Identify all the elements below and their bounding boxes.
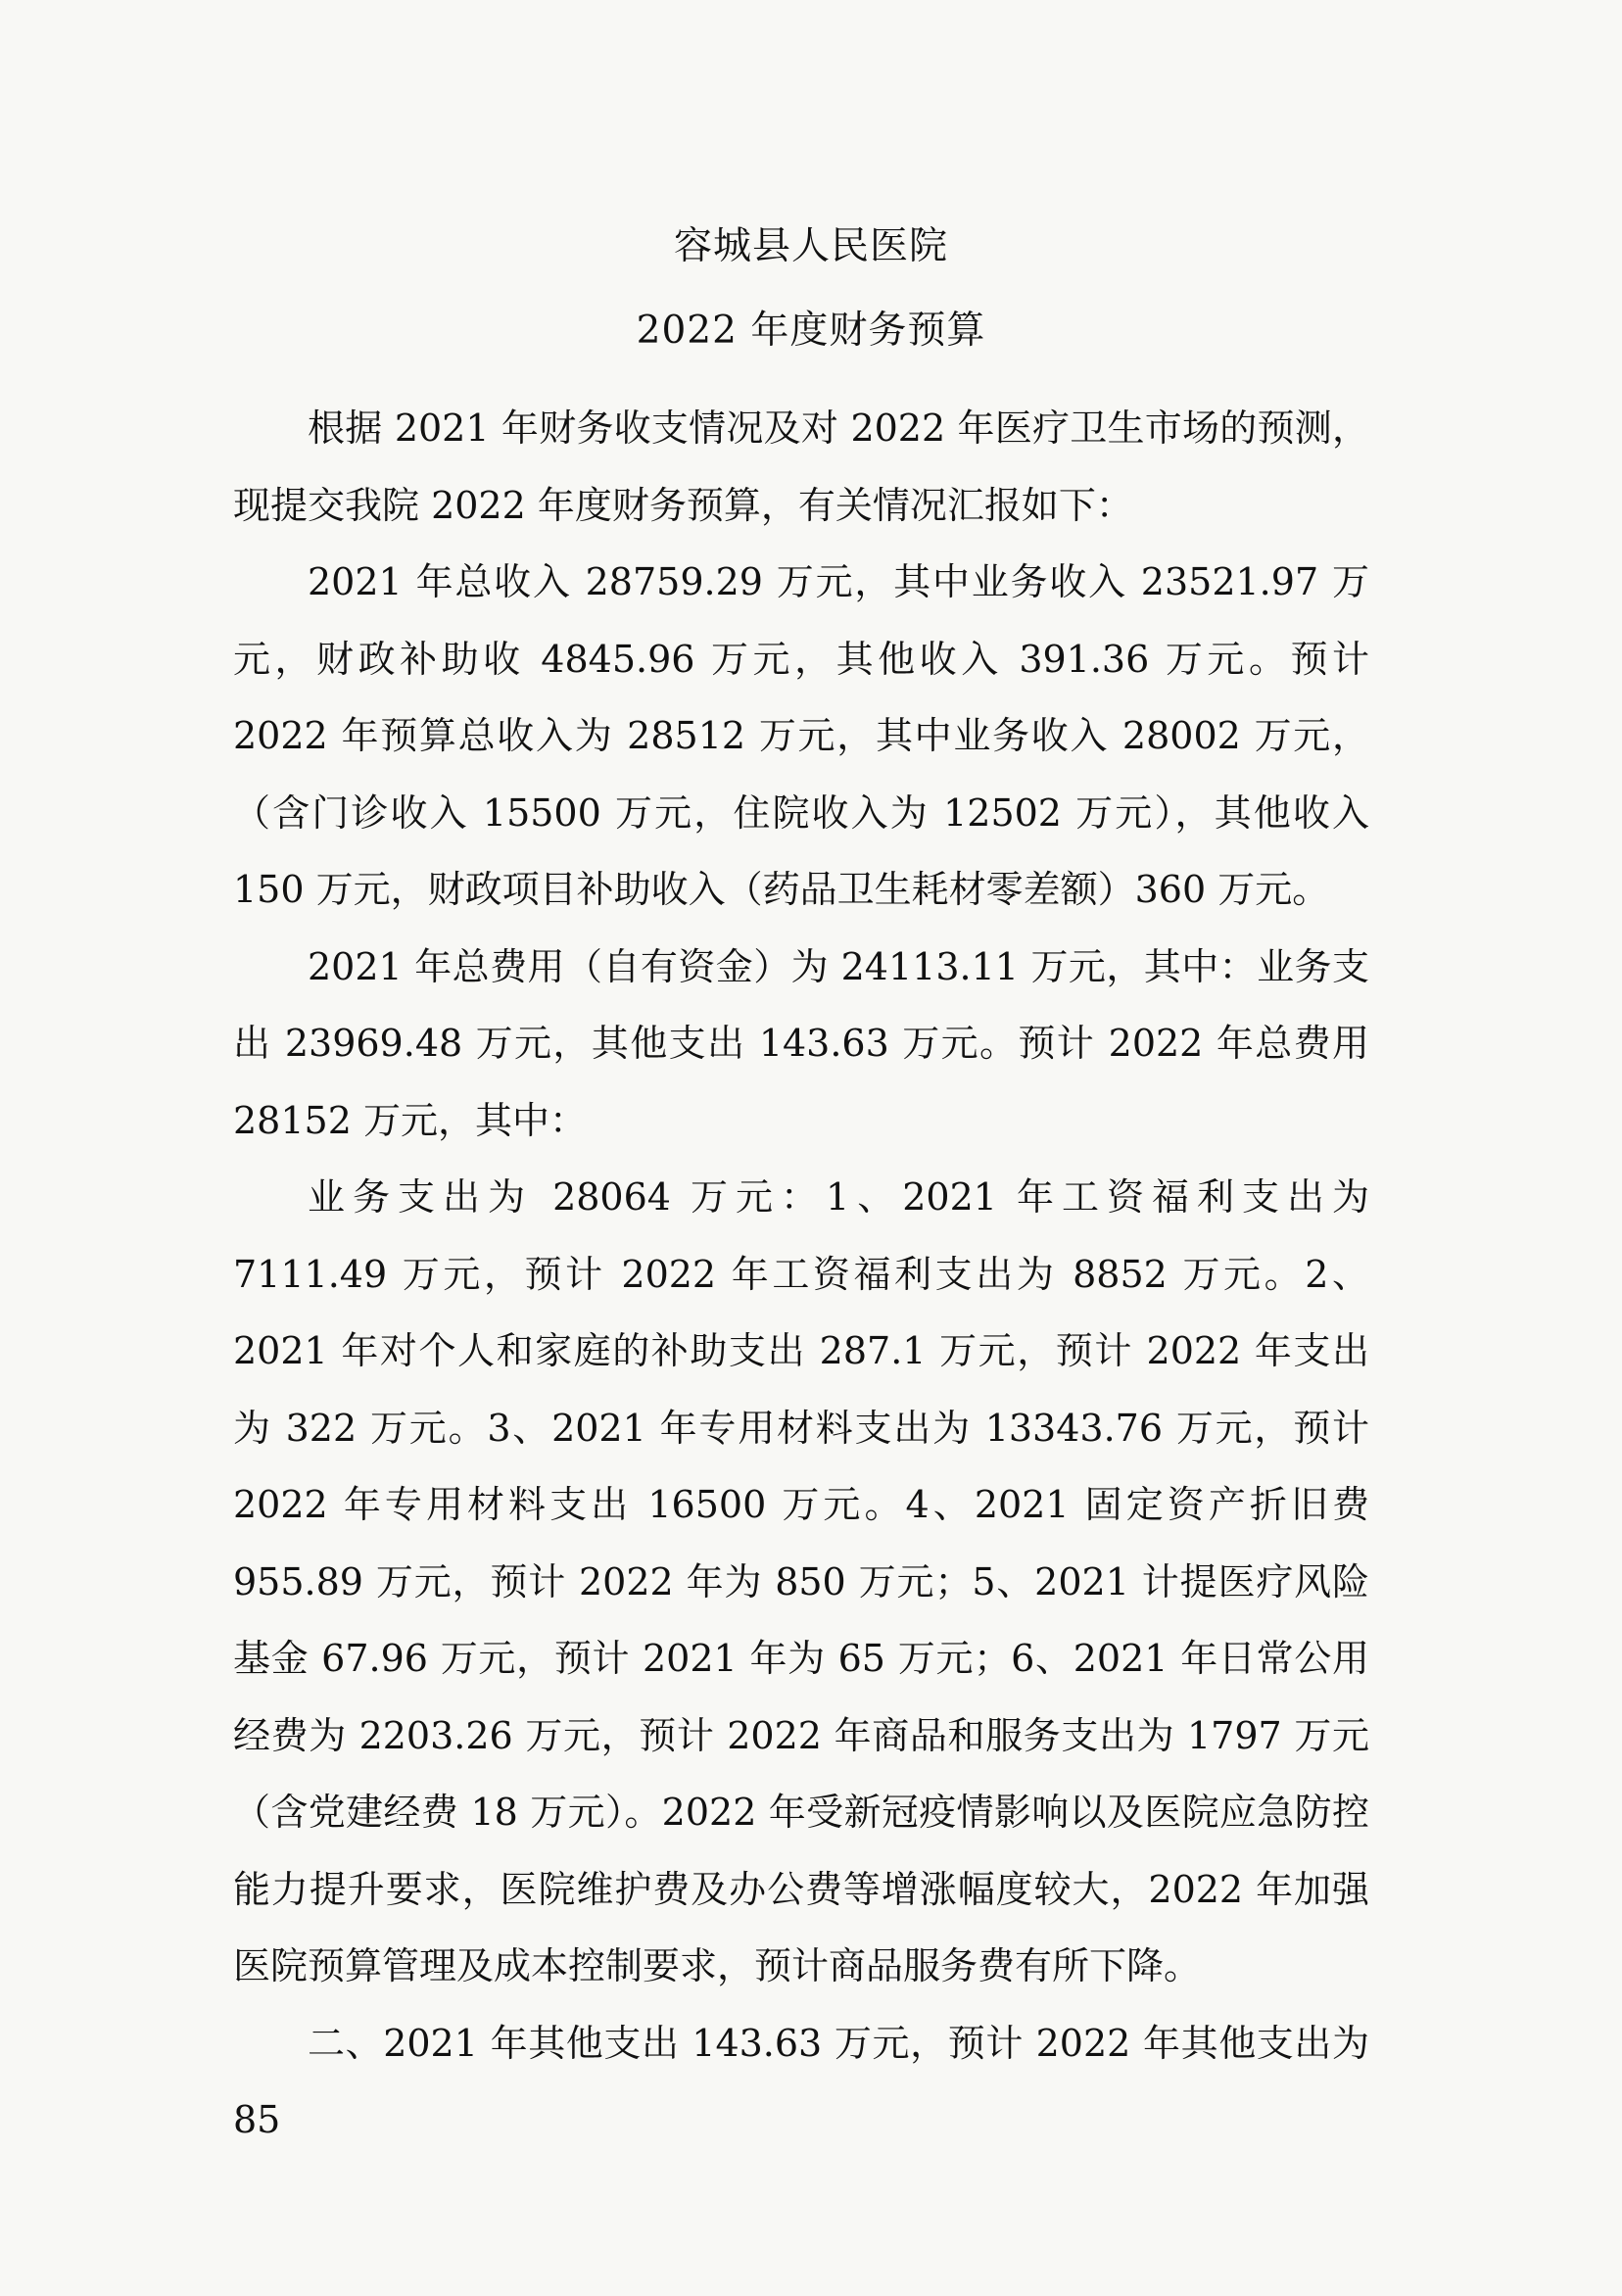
document-title: 容城县人民医院	[673, 224, 948, 268]
paragraph-intro: 根据 2021 年财务收支情况及对 2022 年医疗卫生市场的预测，现提交我院 2022 年度财务预算，有关情况汇报如下：	[233, 407, 1369, 527]
paragraph-other-expenses: 二、2021 年其他支出 143.63 万元，预计 2022 年其他支出为 85	[233, 2021, 1369, 2141]
paragraph-business-expenses: 业务支出为 28064 万元：1、2021 年工资福利支出为 7111.49 万元，预计 2022 年工资福利支出为 8852 万元。2、2021 年对个人和家庭的补助支出 287.1 万元，预计 2022 年支出为 322 万元。3、2021 年专用材料支出为 13343.76 万元，预计 2022 年专用材料支出 16500 万元。4、2021 固定资产折旧费 955.89 万元，预计 2022 年为 850 万元；5、2021 计提医疗风险基金 67.96 万元，预计 2021 年为 65 万元；6、2021 年日常公用经费为 2203.26 万元，预计 2022 年商品和服务支出为 1797 万元（含党建经费 18 万元）。2022 年受新冠疫情影响以及医院应急防控能力提升要求，医院维护费及办公费等增涨幅度较大，2022 年加强医院预算管理及成本控制要求，预计商品服务费有所下降。	[233, 1175, 1369, 1987]
paragraph-expenses: 2021 年总费用（自有资金）为 24113.11 万元，其中：业务支出 23969.48 万元，其他支出 143.63 万元。预计 2022 年总费用 28152 万元，其中：	[233, 944, 1369, 1142]
document-subtitle: 2022 年度财务预算	[636, 309, 986, 353]
document-body	[233, 390, 1369, 2159]
paragraph-income: 2021 年总收入 28759.29 万元，其中业务收入 23521.97 万元，财政补助收 4845.96 万元，其他收入 391.36 万元。预计 2022 年预算总收入为 28512 万元，其中业务收入 28002 万元，（含门诊收入 15500 万元，住院收入为 12502 万元），其他收入 150 万元，财政项目补助收入（药品卫生耗材零差额）360 万元。	[233, 560, 1369, 911]
